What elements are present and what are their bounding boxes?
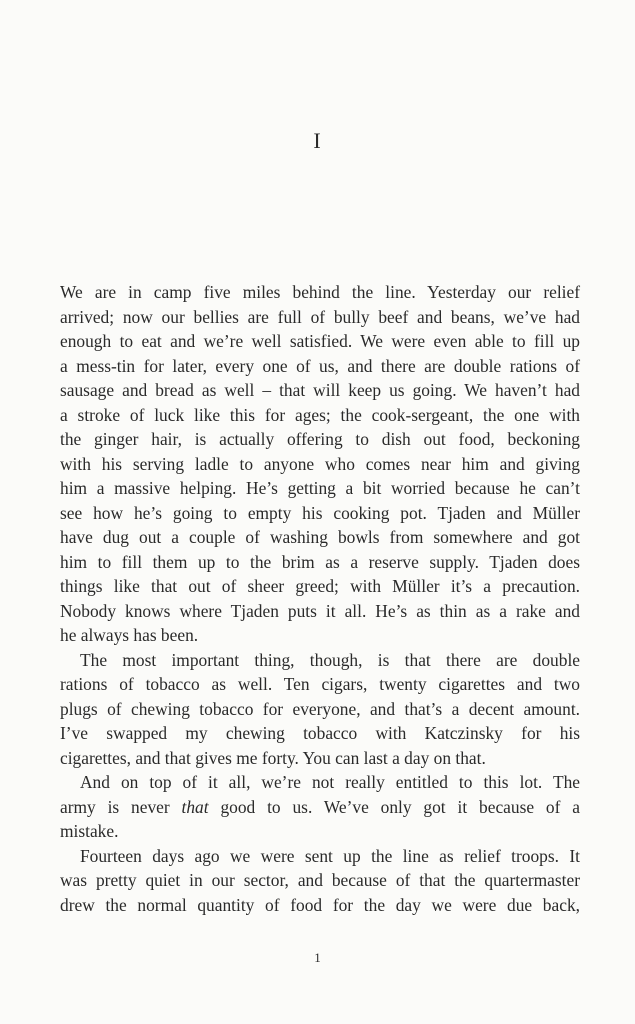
emphasis: that <box>181 796 209 817</box>
text-line: him to fill them up to the brim as a reserve supply. Tjaden does <box>60 551 580 572</box>
text-line: Fourteen days ago we were sent up the line as relief troops. It <box>80 845 580 866</box>
text-line: have dug out a couple of washing bowls from somewhere and got <box>60 527 580 547</box>
text-line: Nobody knows where Tjaden puts it all. He’s as thin as a rake and <box>60 600 580 621</box>
text-fragment: army is never that good to us. We’ve only got it because of a <box>60 796 580 817</box>
text-line: a mess-tin for later, every one of us, and there are double rations of <box>60 355 580 376</box>
text-line: was pretty quiet in our sector, and because of that the quartermaster <box>60 870 580 890</box>
paragraph <box>60 280 580 648</box>
text-line: plugs of chewing tobacco for everyone, and that’s a decent amount. <box>60 698 580 719</box>
text-line: a stroke of luck like this for ages; the cook-sergeant, the one with <box>60 404 580 425</box>
text-line: mistake. <box>60 821 119 841</box>
text-line: see how he’s going to empty his cooking pot. Tjaden and Müller <box>60 502 580 523</box>
text-line: drew the normal quantity of food for the day we were due back, <box>60 894 580 915</box>
text-line: the ginger hair, is actually offering to dish out food, beckoning <box>60 429 580 449</box>
paragraph <box>60 844 580 918</box>
text-line: cigarettes, and that gives me forty. You can last a day on that. <box>60 747 486 768</box>
text-line: The most important thing, though, is that there are double <box>80 649 580 670</box>
text-line: rations of tobacco as well. Ten cigars, twenty cigarettes and two <box>60 674 580 694</box>
text-line: arrived; now our bellies are full of bully beef and beans, we’ve had <box>60 306 580 327</box>
text-line: him a massive helping. He’s getting a bit worried because he can’t <box>60 478 580 498</box>
text-line: he always has been. <box>60 625 199 645</box>
text-line: We are in camp five miles behind the line. Yesterday our relief <box>60 282 580 302</box>
paragraph <box>60 648 580 771</box>
body-text <box>60 280 580 917</box>
text-line <box>60 795 580 820</box>
text-line: with his serving ladle to anyone who comes near him and giving <box>60 453 580 474</box>
paragraph <box>60 770 580 844</box>
text-line: And on top of it all, we’re not really entitled to this lot. The <box>80 772 580 792</box>
text-line: things like that out of sheer greed; with Müller it’s a precaution. <box>60 576 580 596</box>
chapter-heading: I <box>313 128 322 153</box>
text-line: enough to eat and we’re well satisfied. We were even able to fill up <box>60 331 580 351</box>
page-number: 1 <box>314 950 321 965</box>
text-line: sausage and bread as well – that will keep us going. We haven’t had <box>60 380 580 400</box>
text-line: I’ve swapped my chewing tobacco with Katczinsky for his <box>60 723 580 743</box>
